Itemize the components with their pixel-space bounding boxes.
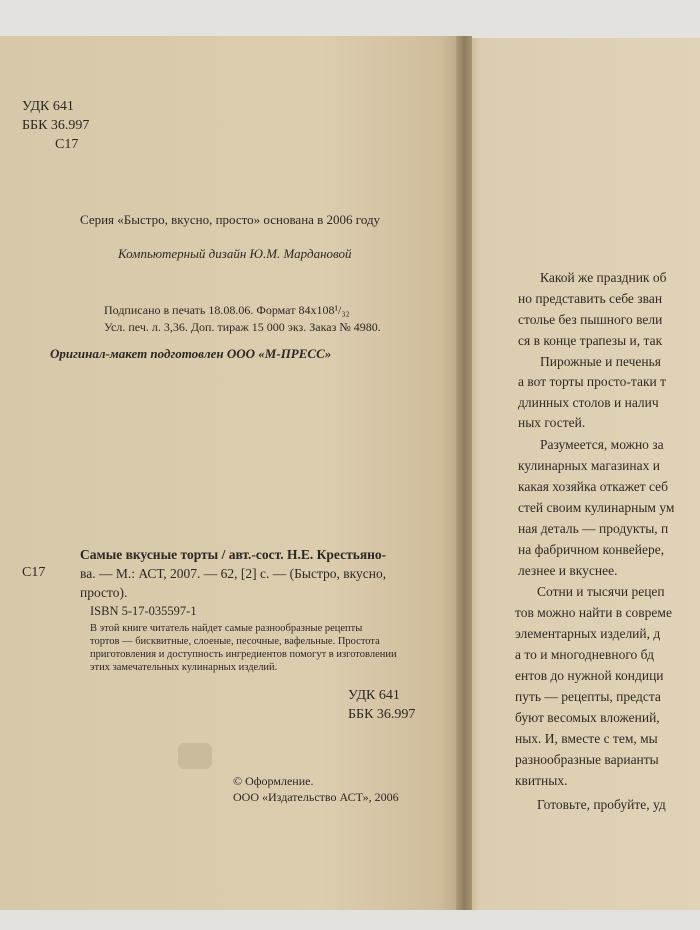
annotation [90,622,397,674]
udk-line: УДК 641 [348,688,400,703]
copyright-line: © Оформление. [233,774,314,788]
right-page-line: Какой же праздник об [540,270,667,285]
right-page-line: но представить себе зван [518,291,663,306]
udk-bottom-block [348,686,415,724]
annotation-line: приготовления и доступность ингредиентов помогут в изготовлении [90,649,397,660]
author-mark-bottom: С17 [22,565,46,580]
book-gutter [456,36,472,920]
right-page-line: путь — рецепты, предста [515,689,661,704]
right-page-line: Пирожные и печенья [540,354,661,369]
layout-credit: Оригинал-макет подготовлен ООО «М-ПРЕСС» [50,346,332,361]
copyright-block [233,773,399,805]
biblio-line: Самые вкусные торты / авт.-сост. Н.Е. Крестьяно- [80,547,387,562]
print-info-line1: Подписано в печать 18.08.06. Формат 84х108¹/₃₂ [104,303,350,317]
right-page-line: кулинарных магазинах и [518,458,660,473]
isbn: ISBN 5-17-035597-1 [90,604,197,618]
publisher-logo [178,743,212,769]
right-page-line: ся в конце трапезы и, так [518,333,663,348]
right-page-line: квитных. [515,773,568,788]
right-page-line: Сотни и тысячи рецеп [537,584,665,599]
right-page [466,38,700,916]
right-page-line: ная деталь — продукты, п [518,521,669,536]
right-page-line: столье без пышного вели [518,312,663,327]
series-line: Серия «Быстро, вкусно, просто» основана в 2006 году [80,212,381,227]
annotation-line: этих замечательных кулинарных изделий. [90,662,278,673]
right-page-line: а то и многодневного бд [515,647,655,662]
author-mark: С17 [55,137,79,152]
print-info-line2: Усл. печ. л. 3,36. Доп. тираж 15 000 экз. Заказ № 4980. [104,320,381,334]
right-page-line: элементарных изделий, д [515,626,661,641]
bibliographic-record [80,545,386,602]
right-page-line: на фабричном конвейере, [518,542,665,557]
right-page-line: лезнее и вкуснее. [518,563,618,578]
design-credit: Компьютерный дизайн Ю.М. Мардановой [118,246,352,261]
right-page-line: ных. И, вместе с тем, мы [515,731,658,746]
right-page-line: буют весомых вложений, [515,710,660,725]
bbk-line: ББК 36.997 [22,118,90,133]
right-page-line: а вот торты просто-таки т [518,374,667,389]
background-bottom [0,910,700,930]
biblio-line: просто). [80,585,128,600]
right-page-line: Готовьте, пробуйте, уд [537,797,666,812]
biblio-line: ва. — М.: АСТ, 2007. — 62, [2] с. — (Быстро, вкусно, [80,566,387,581]
annotation-line: тортов — бисквитные, слоеные, песочные, вафельные. Простота [90,636,380,647]
right-page-line: ных гостей. [518,415,586,430]
right-page-line: ентов до нужной кондици [515,668,664,683]
right-page-line: стей своим кулинарным ум [518,500,675,515]
bbk-line: ББК 36.997 [348,707,416,722]
right-page-line: тов можно найти в совреме [515,605,672,620]
right-page-line: какая хозяйка откажет себ [518,479,669,494]
udk-block [22,97,89,154]
right-page-line: разнообразные варианты [515,752,659,767]
udk-line: УДК 641 [22,99,74,114]
annotation-line: В этой книге читатель найдет самые разнообразные рецепты [90,623,363,634]
right-page-line: Разумеется, можно за [540,437,664,452]
right-page-line: длинных столов и налич [518,395,659,410]
copyright-line: ООО «Издательство АСТ», 2006 [233,790,399,804]
